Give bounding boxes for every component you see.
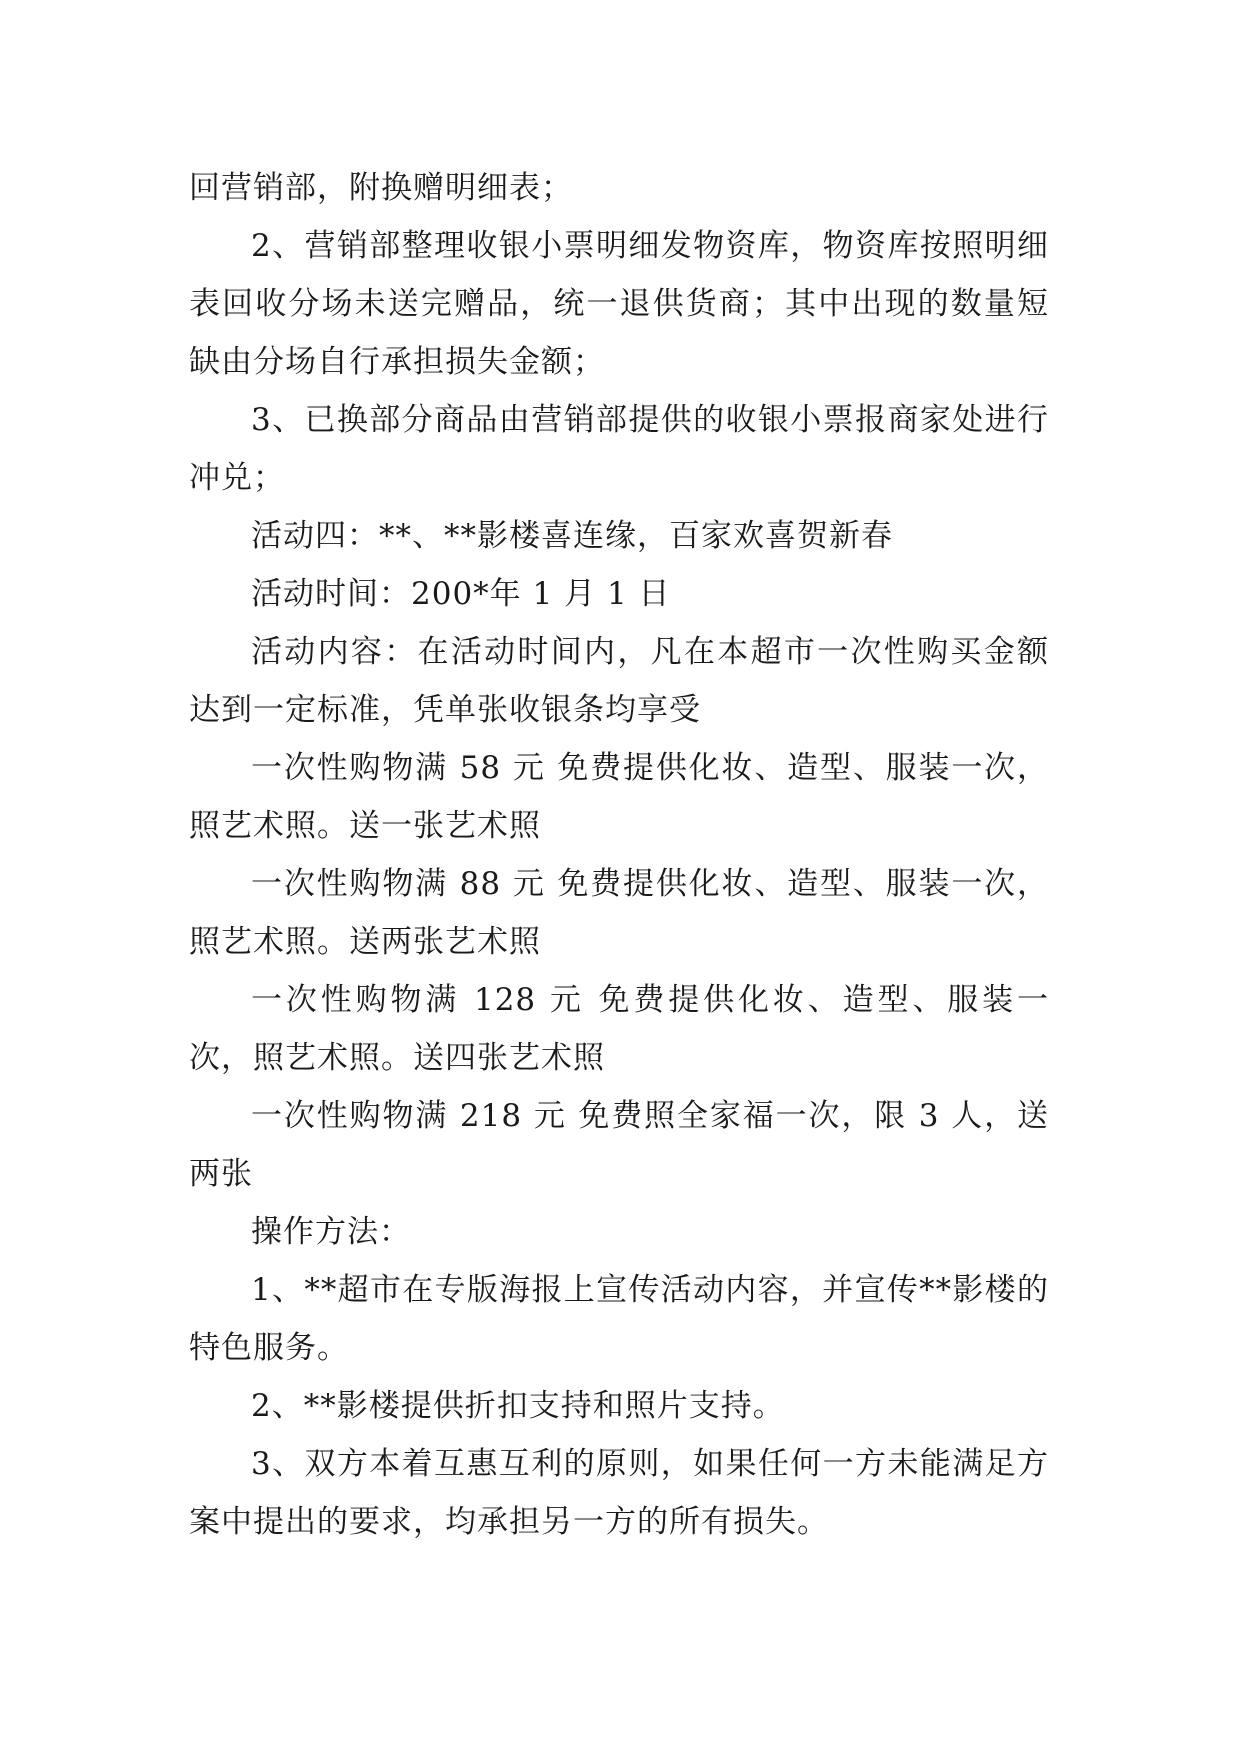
paragraph-6: 活动内容：在活动时间内，凡在本超市一次性购买金额达到一定标准，凭单张收银条均享受 [189,634,1049,728]
paragraph-10: 一次性购物满 218 元 免费照全家福一次，限 3 人，送两张 [189,1098,1049,1192]
paragraph-2: 2、营销部整理收银小票明细发物资库，物资库按照明细表回收分场未送完赠品，统一退供货商；其中出现的数量短缺由分场自行承担损失金额； [189,228,1049,380]
paragraph-9: 一次性购物满 128 元 免费提供化妆、造型、服装一次，照艺术照。送四张艺术照 [189,982,1049,1076]
paragraph-14: 3、双方本着互惠互利的原则，如果任何一方未能满足方案中提出的要求，均承担另一方的所有损失。 [189,1446,1049,1540]
document-body [189,159,1049,1551]
paragraph-8: 一次性购物满 88 元 免费提供化妆、造型、服装一次，照艺术照。送两张艺术照 [189,866,1049,960]
paragraph-1: 回营销部，附换赠明细表； [189,170,573,206]
paragraph-3: 3、已换部分商品由营销部提供的收银小票报商家处进行冲兑； [189,402,1049,496]
paragraph-7: 一次性购物满 58 元 免费提供化妆、造型、服装一次，照艺术照。送一张艺术照 [189,750,1049,844]
paragraph-4: 活动四：**、**影楼喜连缘，百家欢喜贺新春 [251,518,893,554]
paragraph-11: 操作方法： [251,1214,411,1250]
paragraph-5: 活动时间：200*年 1 月 1 日 [251,576,671,612]
paragraph-13: 2、**影楼提供折扣支持和照片支持。 [251,1388,785,1424]
paragraph-12: 1、**超市在专版海报上宣传活动内容，并宣传**影楼的特色服务。 [189,1272,1049,1366]
